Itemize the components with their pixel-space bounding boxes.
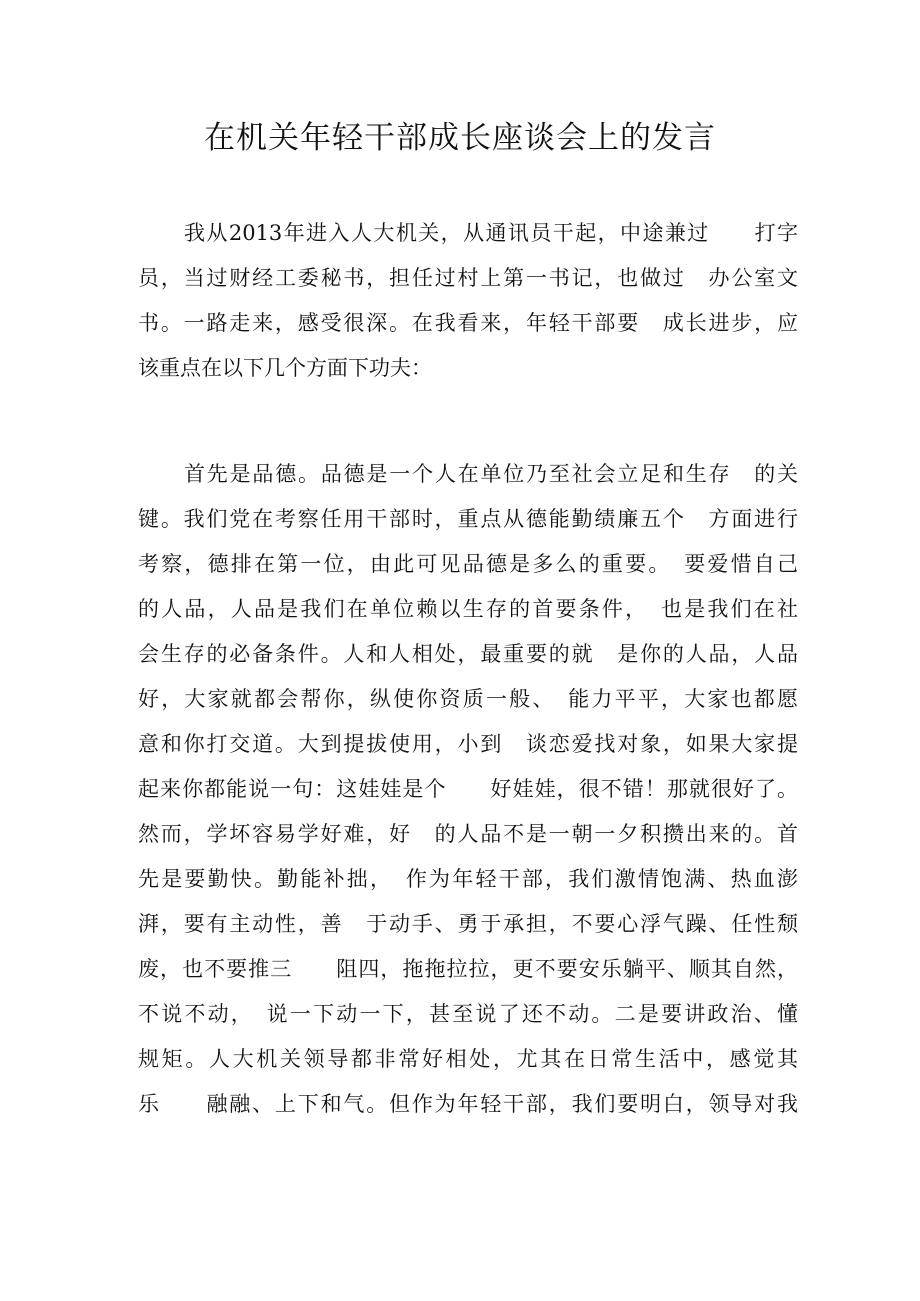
paragraph-1 (138, 211, 798, 391)
paragraph-line: 该重点在以下几个方面下功夫： (138, 356, 432, 380)
paragraph-line: 我从2013年进入人大机关，从通讯员干起，中途兼过 打字 (184, 221, 798, 245)
document-title: 在机关年轻干部成长座谈会上的发言 (204, 120, 716, 156)
paragraph-line: 不说不动， 说一下动一下，甚至说了还不动。二是要讲政治、懂 (138, 1002, 798, 1026)
paragraph-line: 考察，德排在第一位，由此可见品德是多么的重要。 要爱惜自己 (138, 552, 798, 576)
paragraph-line: 好，大家就都会帮你，纵使你资质一般、 能力平平，大家也都愿 (138, 687, 798, 711)
paragraph-line: 键。我们党在考察任用干部时，重点从德能勤绩廉五个 方面进行 (138, 507, 798, 531)
paragraph-line: 的人品，人品是我们在单位赖以生存的首要条件， 也是我们在社 (138, 597, 798, 621)
paragraph-line: 然而，学坏容易学好难，好 的人品不是一朝一夕积攒出来的。首 (138, 822, 798, 846)
paragraph-line: 员，当过财经工委秘书，担任过村上第一书记，也做过 办公室文 (138, 266, 798, 290)
paragraph-line: 会生存的必备条件。人和人相处，最重要的就 是你的人品，人品 (138, 642, 798, 666)
paragraph-line: 废，也不要推三 阻四，拖拖拉拉，更不要安乐躺平、顺其自然， (138, 957, 798, 981)
paragraph-line: 规矩。人大机关领导都非常好相处，尤其在日常生活中，感觉其 (138, 1047, 798, 1071)
paragraph-line: 乐 融融、上下和气。但作为年轻干部，我们要明白，领导对我 (138, 1092, 798, 1116)
paragraph-line: 起来你都能说一句：这娃娃是个 好娃娃，很不错！那就很好了。 (138, 777, 798, 801)
paragraph-line: 湃，要有主动性，善 于动手、勇于承担，不要心浮气躁、任性颓 (138, 912, 798, 936)
paragraph-line: 首先是品德。品德是一个人在单位乃至社会立足和生存 的关 (184, 462, 798, 486)
paragraph-2 (138, 452, 798, 1127)
paragraph-line: 先是要勤快。勤能补拙， 作为年轻干部，我们激情饱满、热血澎 (138, 867, 798, 891)
paragraph-line: 意和你打交道。大到提拔使用，小到 谈恋爱找对象，如果大家提 (138, 732, 798, 756)
paragraph-line: 书。一路走来，感受很深。在我看来，年轻干部要 成长进步，应 (138, 311, 798, 335)
